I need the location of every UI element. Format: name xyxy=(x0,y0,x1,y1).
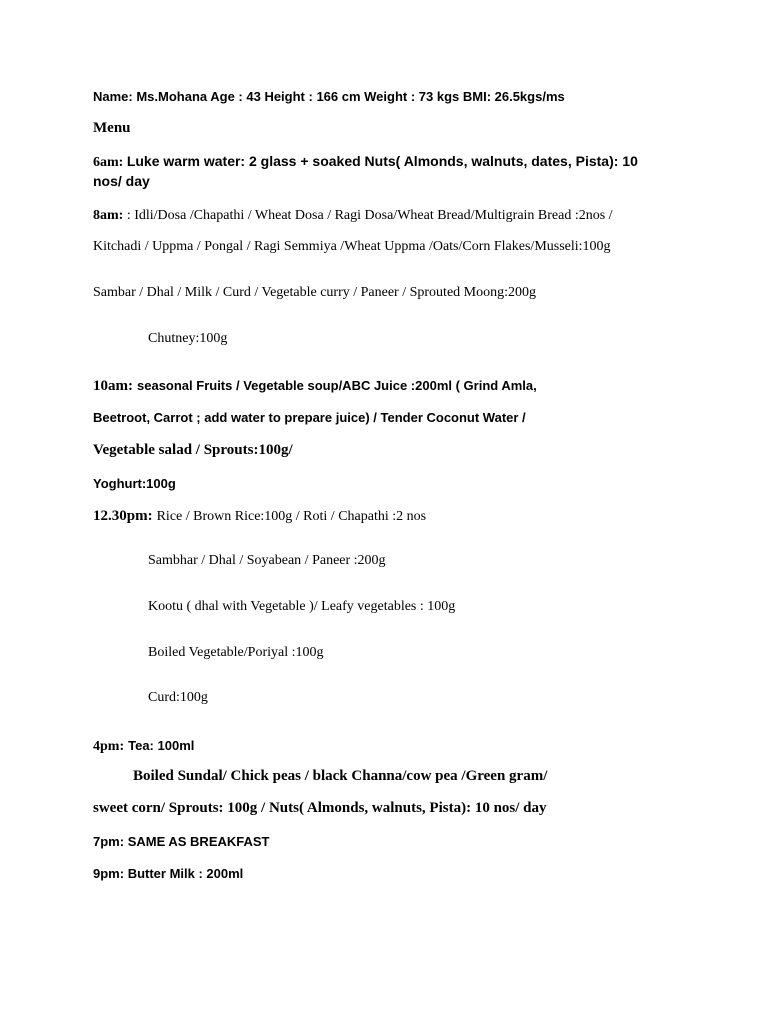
meal-8am-time: 8am: xyxy=(93,208,124,223)
patient-info-line: Name: Ms.Mohana Age : 43 Height : 166 cm Weight : 73 kgs BMI: 26.5kgs/ms xyxy=(93,89,565,104)
meal-10am-time: 10am: xyxy=(93,378,133,394)
meal-10am-line3: Vegetable salad / Sprouts:100g/ xyxy=(93,442,293,458)
meal-1230pm-line1 xyxy=(93,508,426,524)
meal-1230pm-line4: Boiled Vegetable/Poriyal :100g xyxy=(148,645,324,660)
meal-8am-line3: Sambar / Dhal / Milk / Curd / Vegetable curry / Paneer / Sprouted Moong:200g xyxy=(93,285,537,300)
meal-1230pm-text: Rice / Brown Rice:100g / Roti / Chapathi :2 nos xyxy=(156,509,427,524)
meal-7pm-time: 7pm: xyxy=(93,834,125,849)
meal-6am-line2: nos/ day xyxy=(93,173,150,189)
meal-1230pm-line3: Kootu ( dhal with Vegetable )/ Leafy vegetables : 100g xyxy=(148,599,456,614)
meal-6am-time: 6am: xyxy=(93,155,124,170)
meal-1230pm-line5: Curd:100g xyxy=(148,690,208,705)
meal-1230pm-line2: Sambhar / Dhal / Soyabean / Paneer :200g xyxy=(148,553,386,568)
meal-10am-text: seasonal Fruits / Vegetable soup/ABC Juice :200ml ( Grind Amla, xyxy=(137,378,537,393)
meal-10am-line1 xyxy=(93,378,537,394)
meal-8am-line4: Chutney:100g xyxy=(148,331,228,346)
meal-8am-line2: Kitchadi / Uppma / Pongal / Ragi Semmiya /Wheat Uppma /Oats/Corn Flakes/Musseli:100g xyxy=(93,239,611,254)
meal-9pm-time: 9pm: xyxy=(93,866,125,881)
menu-title: Menu xyxy=(93,120,131,136)
meal-4pm-line2: Boiled Sundal/ Chick peas / black Channa/cow pea /Green gram/ xyxy=(133,768,548,784)
meal-6am-text: Luke warm water: 2 glass + soaked Nuts( Almonds, walnuts, dates, Pista): 10 xyxy=(126,153,638,169)
meal-8am-text: : Idli/Dosa /Chapathi / Wheat Dosa / Ragi Dosa/Wheat Bread/Multigrain Bread :2nos / xyxy=(123,208,613,223)
meal-9pm-line xyxy=(93,867,243,880)
meal-4pm-line3: sweet corn/ Sprouts: 100g / Nuts( Almonds, walnuts, Pista): 10 nos/ day xyxy=(93,800,547,816)
meal-9pm-text: Butter Milk : 200ml xyxy=(127,866,244,881)
meal-7pm-text: SAME AS BREAKFAST xyxy=(127,834,270,849)
meal-10am-line2: Beetroot, Carrot ; add water to prepare juice) / Tender Coconut Water / xyxy=(93,410,526,425)
meal-6am-line1 xyxy=(93,154,638,170)
meal-7pm-line xyxy=(93,835,270,848)
meal-4pm-time: 4pm: xyxy=(93,739,125,754)
meal-1230pm-time: 12.30pm: xyxy=(93,508,153,524)
meal-4pm-line1 xyxy=(93,738,194,754)
meal-8am-line1 xyxy=(93,207,613,223)
meal-10am-line4: Yoghurt:100g xyxy=(93,476,176,491)
meal-4pm-text: Tea: 100ml xyxy=(128,738,195,753)
